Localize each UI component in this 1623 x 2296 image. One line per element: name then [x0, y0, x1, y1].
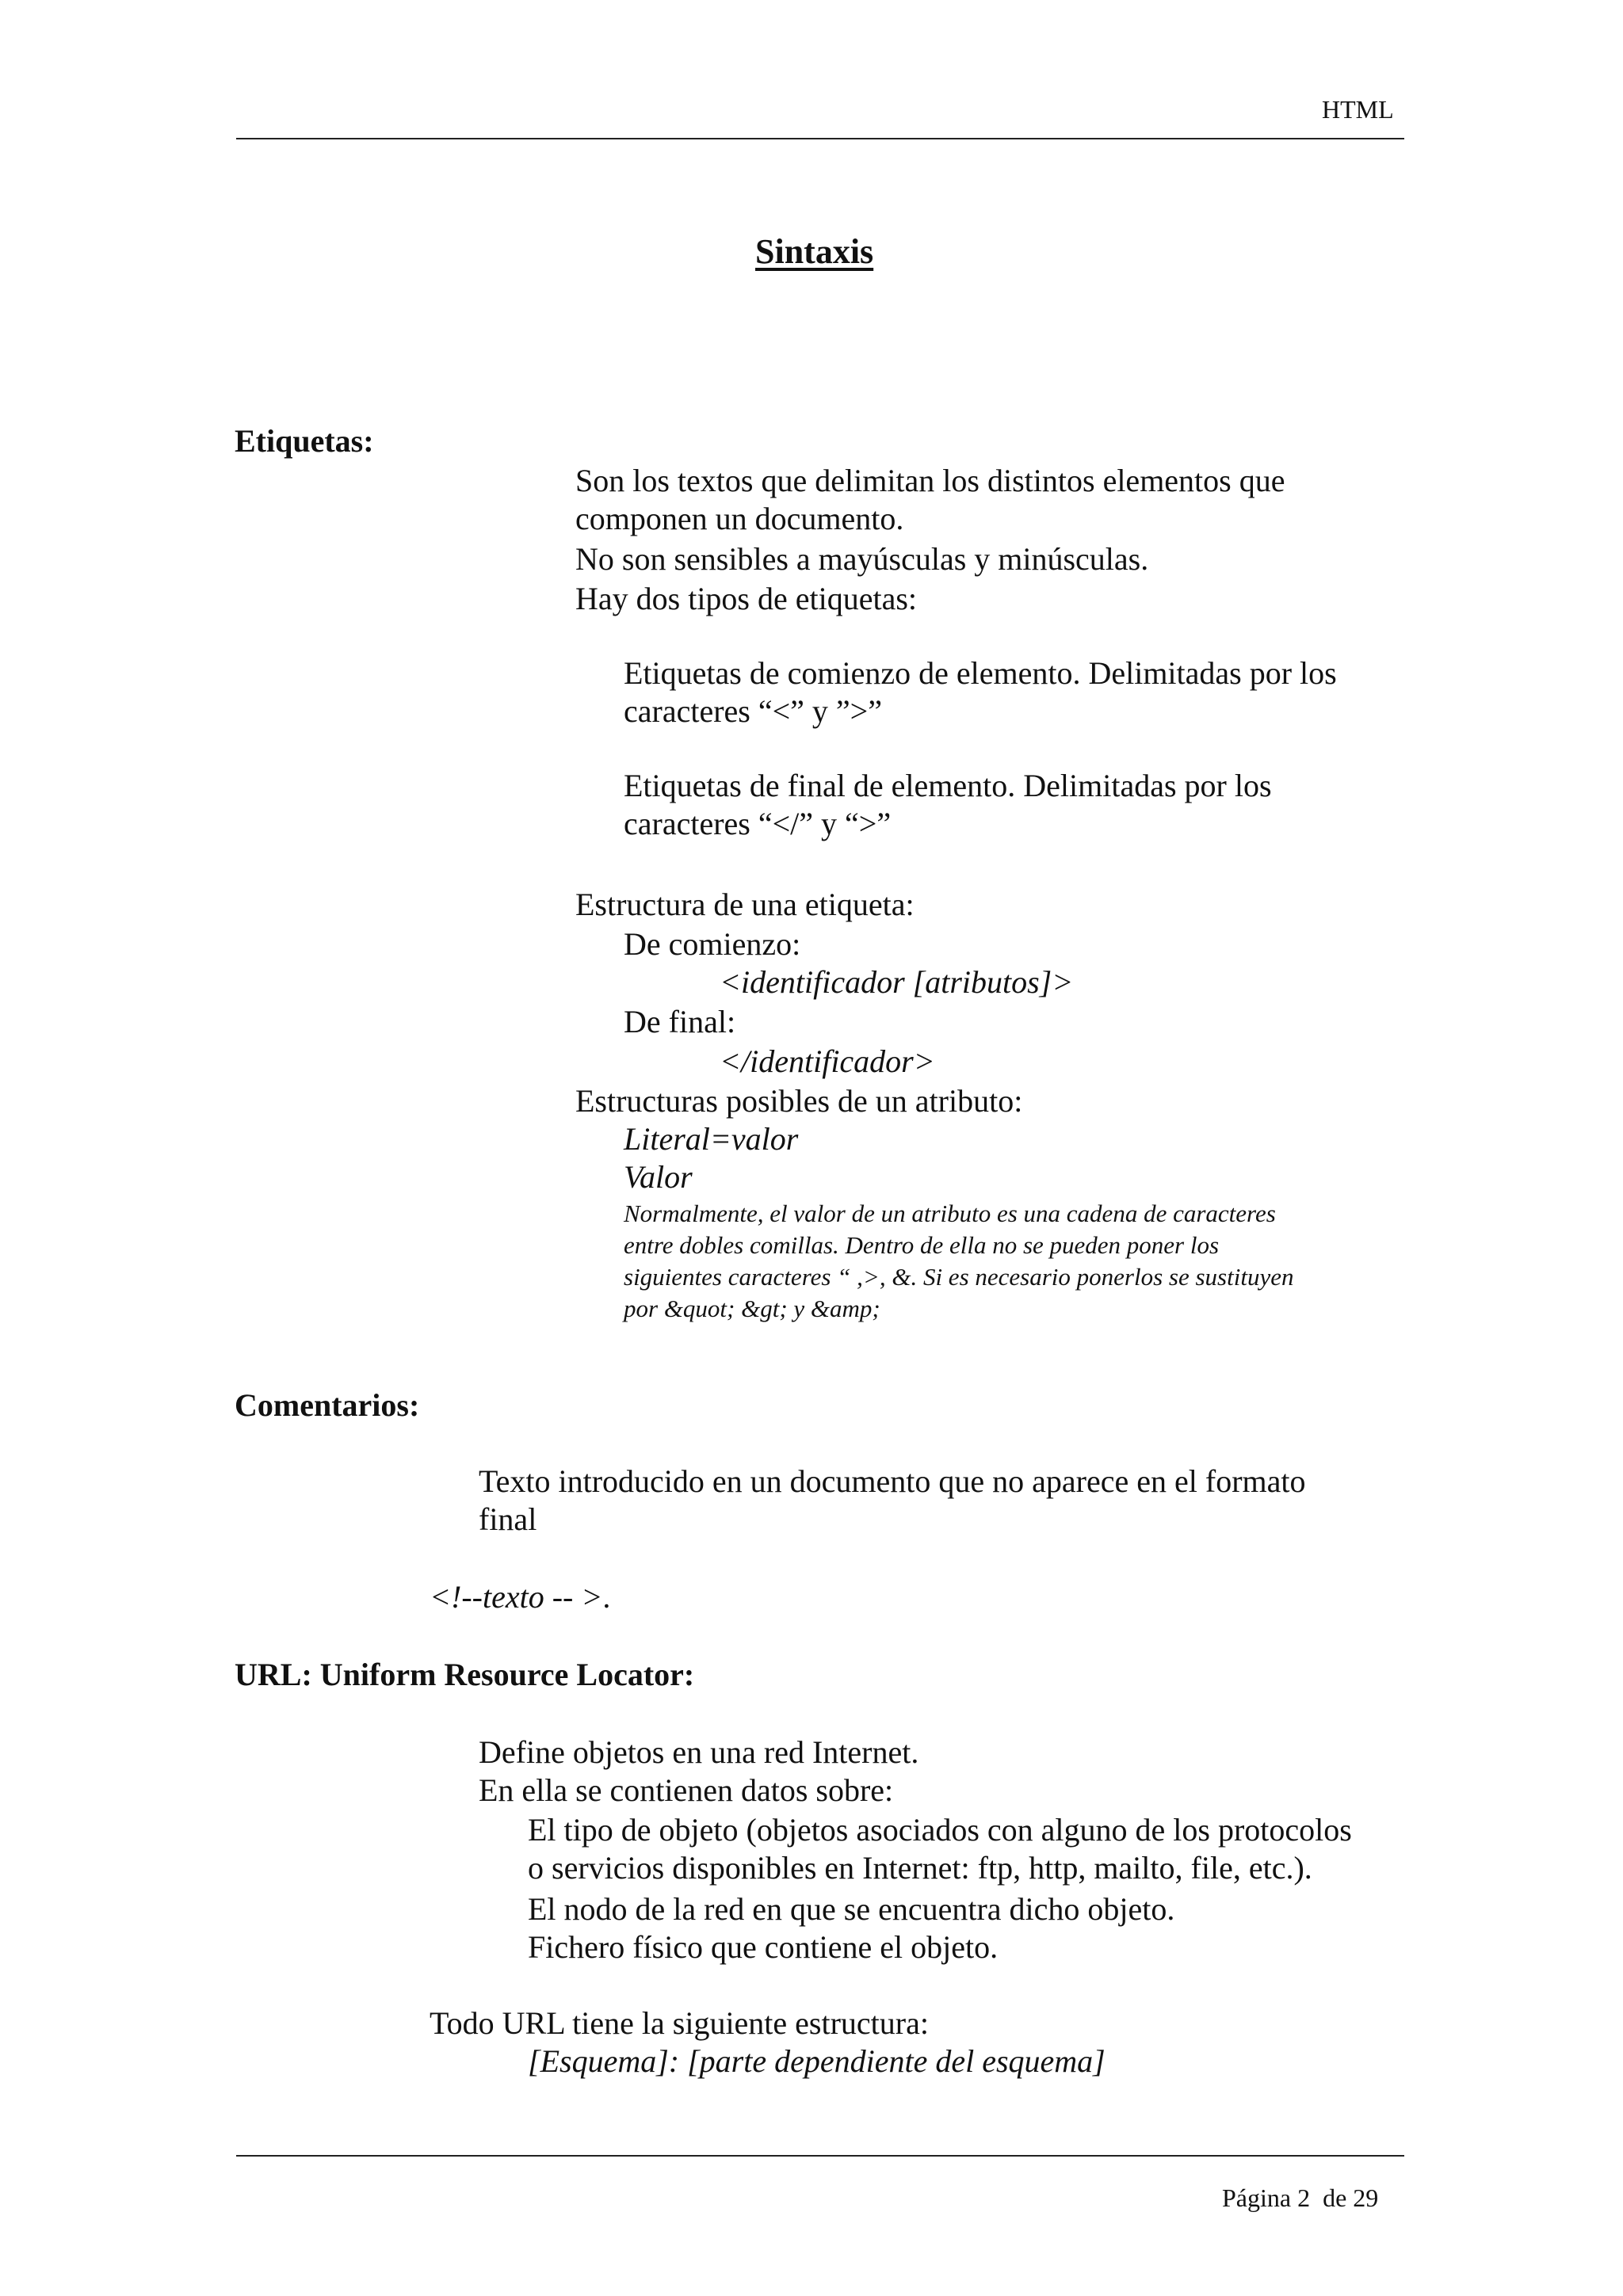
start-tag-syntax: <identificador [atributos]> [720, 964, 1074, 1000]
attr-literal-syntax: Literal=valor [624, 1121, 799, 1157]
end-tag-desc-line1: Etiquetas de final de elemento. Delimitadas por los [624, 768, 1272, 803]
comment-syntax [430, 1578, 610, 1616]
url-item2: El nodo de la red en que se encuentra dicho objeto. [528, 1891, 1175, 1927]
url-line1: Define objetos en una red Internet. [479, 1734, 919, 1770]
etiquetas-case-note: No son sensibles a mayúsculas y minúsculas. [575, 541, 1149, 577]
page-title: Sintaxis [755, 232, 874, 271]
start-tag-desc-line2: caracteres “<” y ”>” [624, 693, 882, 729]
url-item1-line1: El tipo de objeto (objetos asociados con alguno de los protocolos [528, 1812, 1352, 1848]
page-number: Página 2 de 29 [1222, 2183, 1379, 2212]
comment-syntax-period: . [602, 1579, 611, 1615]
url-item3: Fichero físico que contiene el objeto. [528, 1929, 999, 1965]
attr-note-line4: por &quot; &gt; y &amp; [624, 1295, 880, 1322]
end-tag-label: De final: [624, 1004, 736, 1039]
section-heading-comentarios: Comentarios: [235, 1387, 420, 1423]
header-label: HTML [1322, 95, 1394, 124]
comentarios-desc-line1: Texto introducido en un documento que no aparece en el formato [479, 1463, 1306, 1499]
etiquetas-types-intro: Hay dos tipos de etiquetas: [575, 581, 918, 616]
start-tag-desc-line1: Etiquetas de comienzo de elemento. Delimitadas por los [624, 655, 1337, 691]
section-heading-etiquetas: Etiquetas: [235, 423, 374, 459]
etiquetas-intro-line2: componen un documento. [575, 501, 904, 536]
attr-note-line1: Normalmente, el valor de un atributo es una cadena de caracteres [624, 1199, 1276, 1227]
end-tag-desc-line2: caracteres “</” y “>” [624, 806, 892, 841]
attr-note-line3: siguientes caracteres “ ,>, &. Si es necesario ponerlos se sustituyen [624, 1263, 1294, 1291]
url-structure-intro: Todo URL tiene la siguiente estructura: [430, 2005, 929, 2041]
comment-syntax-text: <!--texto -- > [430, 1579, 603, 1615]
footer-rule [236, 2155, 1404, 2157]
url-structure-syntax: [Esquema]: [parte dependiente del esquema] [528, 2043, 1106, 2079]
end-tag-syntax: </identificador> [720, 1043, 935, 1079]
comentarios-desc-line2: final [479, 1501, 537, 1537]
url-item1-line2: o servicios disponibles en Internet: ftp, http, mailto, file, etc.). [528, 1850, 1312, 1886]
section-heading-url: URL: Uniform Resource Locator: [235, 1657, 695, 1692]
attr-structures-title: Estructuras posibles de un atributo: [575, 1083, 1023, 1119]
url-line2: En ella se contienen datos sobre: [479, 1772, 894, 1808]
start-tag-label: De comienzo: [624, 926, 801, 962]
attr-note-line2: entre dobles comillas. Dentro de ella no se pueden poner los [624, 1231, 1220, 1259]
etiquetas-intro-line1: Son los textos que delimitan los distintos elementos que [575, 463, 1285, 498]
attr-value-syntax: Valor [624, 1159, 693, 1195]
tag-structure-title: Estructura de una etiqueta: [575, 887, 915, 922]
header-rule [236, 138, 1404, 139]
